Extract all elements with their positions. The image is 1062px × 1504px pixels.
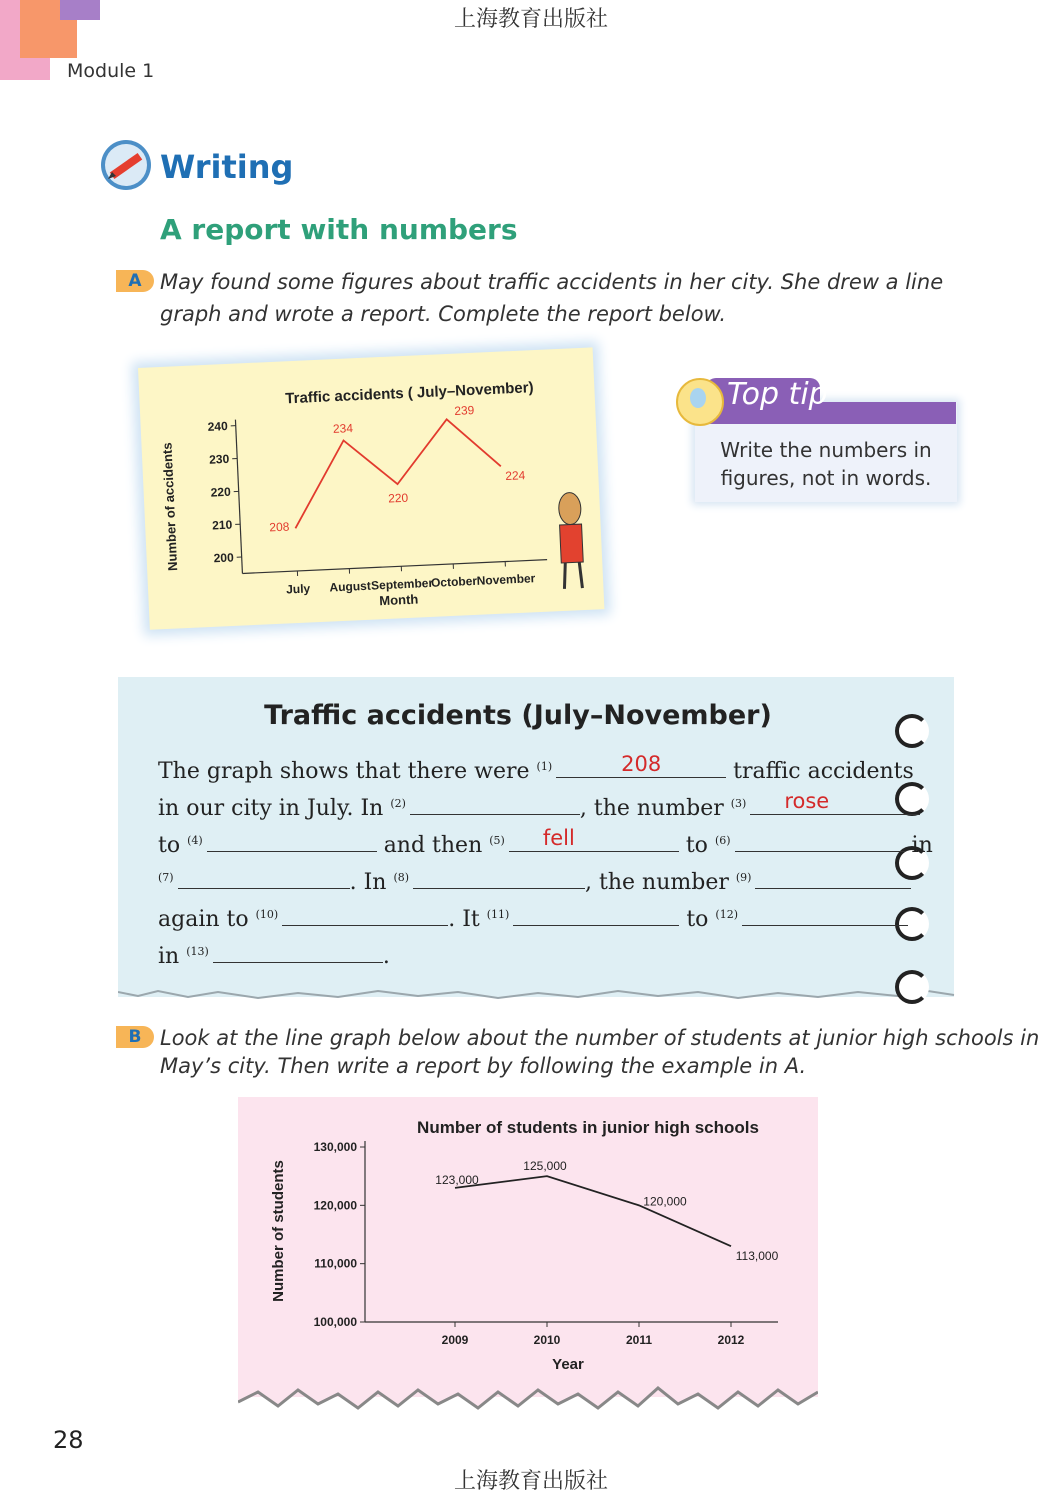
y-tick-label: 130,000 [313,1140,357,1154]
data-label: 125,000 [523,1159,567,1174]
blank-number: (1) [536,759,553,773]
students-chart [238,1097,818,1397]
character-leg [579,562,582,588]
x-tick-label: 2010 [533,1333,561,1347]
blank-11[interactable] [513,903,679,926]
x-tick-label: November [476,571,536,588]
x-tick-label: August [329,578,372,595]
x-tick-label: July [285,581,311,597]
report-line [158,903,908,932]
section-subtitle: A report with numbers [160,213,518,246]
data-label: 113,000 [735,1249,779,1264]
answer-3: rose [784,789,830,813]
task-a-badge: A [116,270,154,292]
module-label: Module 1 [67,60,155,82]
report-text: in [158,944,180,969]
x-axis [242,560,547,574]
page-number: 28 [53,1426,84,1454]
y-tick-label: 200 [213,550,235,566]
blank-4[interactable] [207,829,377,852]
task-a-instruction-line2: graph and wrote a report. Complete the report below. [160,302,727,326]
blank-6[interactable] [735,829,905,852]
report-line [158,940,390,969]
report-line [158,752,914,784]
y-tick-label: 100,000 [313,1315,357,1329]
x-tick-label: 2009 [441,1333,469,1347]
x-axis-label: Month [378,591,419,609]
report-text: , the number [579,796,724,821]
x-axis-label: Year [552,1356,584,1373]
blank-number: (7) [158,870,174,884]
data-label: 234 [332,421,354,436]
report-text: to [158,833,181,858]
blank-8[interactable] [413,866,585,889]
publisher-header: 上海教育出版社 [453,7,608,32]
cartoon-character-icon [558,492,584,589]
blank-13[interactable] [213,940,383,963]
top-tip-label: Top tip [727,377,828,412]
chart-title: Traffic accidents ( July–November) [284,379,534,408]
report-line [158,789,920,821]
torn-edge [238,1382,818,1412]
blank-number: (4) [187,833,203,847]
report-text: again to [158,907,249,932]
y-tick-label: 230 [208,451,230,467]
task-a-instruction-line1: May found some figures about traffic accidents in her city. She drew a line [160,270,944,294]
chart-title: Number of students in junior high schools [417,1118,759,1137]
task-b-badge: B [116,1026,154,1048]
x-tick-label: October [430,573,478,590]
y-tick-label: 110,000 [314,1256,357,1271]
section-title: Writing [160,148,294,186]
task-b-instruction-line2: May’s city. Then write a report by following the example in A. [160,1054,807,1078]
blank-9[interactable] [755,866,911,889]
pencil-icon [99,138,153,192]
report-text: . In [349,870,387,895]
report-text: The graph shows that there were [158,759,530,784]
blank-number: (10) [255,907,279,921]
y-tick-label: 240 [207,418,229,434]
blank-number: (9) [735,870,752,884]
character-head [558,492,581,525]
y-tick-label: 210 [211,517,233,533]
blank-3[interactable] [750,789,920,815]
traffic-accidents-chart [138,347,604,629]
report-text: to [686,907,709,932]
blank-5[interactable] [509,826,679,852]
traffic-chart-card [138,347,604,629]
x-tick-label: 2012 [717,1333,745,1347]
students-chart-card [238,1097,818,1397]
data-label: 239 [453,403,475,418]
report-text: . It [448,907,480,932]
blank-10[interactable] [282,903,448,926]
y-tick-label: 220 [210,484,232,500]
report-text: traffic accidents [733,759,914,784]
report-text: to [685,833,708,858]
blank-number: (6) [714,833,731,847]
blank-number: (11) [486,907,510,921]
data-label: 220 [387,490,409,506]
report-line [158,866,911,895]
x-tick-label: 2011 [625,1333,653,1347]
blank-1[interactable] [556,752,726,778]
y-axis-label: Number of accidents [159,442,181,572]
character-leg [563,563,566,589]
binder-ring [895,970,929,1004]
report-text: , the number [585,870,729,895]
report-text: . [382,944,390,969]
data-label: 208 [269,519,290,535]
report-title: Traffic accidents (July–November) [264,700,772,731]
blank-number: (5) [489,833,505,847]
report-text: and then [383,833,483,858]
publisher-footer: 上海教育出版社 [453,1469,608,1494]
y-axis-label: Number of students [270,1160,287,1302]
blank-12[interactable] [742,903,908,926]
top-tip-text: Write the numbers in figures, not in words. [720,438,932,490]
y-tick-label: 120,000 [313,1198,357,1213]
blank-2[interactable] [410,792,580,815]
torn-edge [118,988,958,1006]
data-label: 224 [504,468,526,484]
data-line [455,1176,731,1246]
report-text: in our city in July. In [158,796,384,821]
blank-number: (12) [715,907,739,921]
answer-1: 208 [621,752,662,776]
blank-number: (8) [393,870,410,884]
data-label: 120,000 [643,1194,687,1209]
blank-number: (13) [186,944,209,958]
data-label: 123,000 [435,1172,479,1187]
x-tick-label: September [370,575,434,593]
data-line [291,417,503,528]
report-text: in [911,833,933,858]
lightbulb-glass [690,388,706,408]
answer-5: fell [542,826,575,850]
blank-7[interactable] [178,866,350,889]
character-body [560,524,584,563]
report-line [158,826,933,858]
y-axis [235,420,242,574]
blank-number: (3) [730,796,747,810]
task-b-instruction-line1: Look at the line graph below about the number of students at junior high schools in [160,1026,1040,1050]
blank-number: (2) [390,796,406,810]
